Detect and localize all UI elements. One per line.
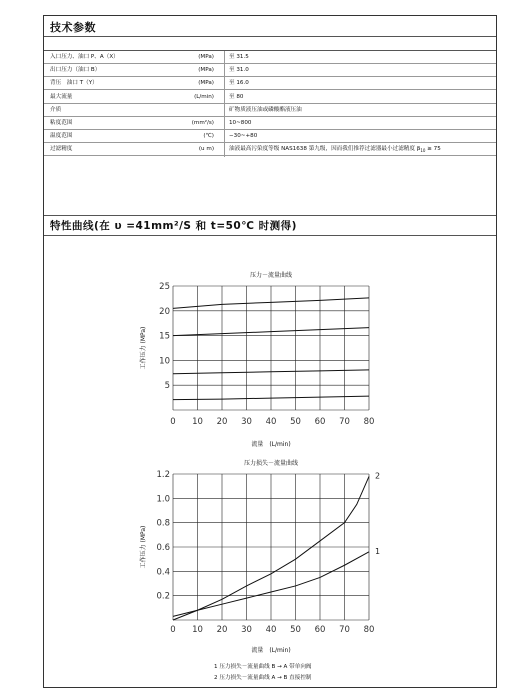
param-name: 出口压力（油口 B）	[50, 67, 101, 74]
x-axis-label: 流量 (L/min)	[251, 441, 291, 448]
param-row	[44, 91, 496, 104]
x-axis-label: 流量 (L/min)	[251, 647, 291, 654]
param-name: 入口压力、油口 P、A（X）	[50, 54, 119, 60]
param-unit: (L/min)	[194, 93, 214, 100]
beta-subscript: 10	[420, 148, 426, 154]
x-tick-label: 10	[192, 417, 203, 427]
x-tick-label: 60	[314, 417, 326, 427]
param-unit: (MPa)	[198, 80, 214, 87]
param-row	[44, 64, 496, 77]
y-tick-label: 0.2	[156, 591, 170, 602]
param-name: 介质	[50, 106, 62, 113]
param-value: 10~800	[229, 120, 252, 126]
x-tick-label: 50	[290, 625, 301, 635]
divider	[44, 235, 496, 236]
param-unit: (MPa)	[198, 54, 214, 60]
x-tick-label: 80	[363, 625, 375, 635]
curves-title: 特性曲线(在 υ =41mm²/S 和 t=50℃ 时测得)	[50, 220, 297, 232]
x-tick-label: 20	[216, 417, 228, 427]
series-label: 1	[375, 546, 381, 556]
x-tick-label: 50	[290, 417, 301, 427]
y-tick-label: 1.0	[156, 494, 170, 505]
param-table	[44, 51, 496, 157]
param-unit: (MPa)	[198, 67, 214, 74]
y-axis-label: 工作压力 (MPa)	[140, 525, 147, 569]
divider	[44, 36, 496, 37]
y-tick-label: 0.8	[156, 518, 170, 529]
y-tick-label: 0.6	[156, 543, 170, 553]
pressure-loss-chart	[129, 456, 389, 668]
chart-title: 压力损失－流量曲线	[243, 460, 299, 467]
x-tick-label: 70	[339, 625, 350, 635]
x-tick-label: 0	[170, 417, 176, 427]
param-value: 至 31.5	[229, 54, 249, 60]
y-tick-label: 25	[159, 282, 170, 292]
param-name: 粘度范围	[50, 120, 73, 126]
param-row	[44, 51, 496, 64]
y-tick-label: 5	[164, 381, 170, 392]
x-tick-label: 40	[265, 417, 277, 427]
param-row	[44, 117, 496, 130]
x-tick-label: 0	[170, 625, 176, 635]
param-value: 至 80	[229, 93, 244, 100]
param-value: 矿物质液压油或磷酸酯液压油	[229, 106, 302, 113]
param-row	[44, 104, 496, 117]
x-tick-label: 30	[241, 417, 252, 427]
param-row	[44, 130, 496, 143]
chart-title: 压力－流量曲线	[249, 272, 293, 279]
y-tick-label: 20	[159, 306, 170, 317]
pressure-flow-chart	[129, 248, 389, 463]
x-tick-label: 80	[363, 417, 375, 427]
param-name: 背压 油口 T（Y）	[50, 80, 98, 87]
param-name: 过滤精度	[50, 146, 73, 153]
y-tick-label: 1.2	[156, 470, 170, 480]
y-tick-label: 0.4	[156, 567, 170, 578]
x-tick-label: 70	[339, 417, 350, 427]
y-tick-label: 10	[159, 356, 170, 367]
param-unit: (mm²/s)	[191, 120, 214, 126]
series-label: 2	[375, 471, 381, 481]
param-row	[44, 143, 496, 156]
x-tick-label: 60	[314, 625, 326, 635]
param-unit: (℃)	[203, 133, 214, 140]
tech-params-title: 技术参数	[50, 21, 96, 34]
param-value: 至 16.0	[229, 80, 249, 87]
y-tick-label: 15	[159, 331, 170, 342]
legend-note-2: 2 压力损失－流量曲线 A → B 直接控制	[214, 675, 312, 681]
param-value: 油液最高污染度等级 NAS1638 第九级，因而我们推荐过滤器最小过滤精度 $\beta_{10} \ge 75$	[229, 146, 441, 154]
param-name: 温度范围	[50, 133, 73, 140]
param-row	[44, 77, 496, 90]
legend-note-1: 1 压力损失－流量曲线 B → A 带单向阀	[214, 664, 312, 670]
divider	[44, 215, 496, 216]
x-tick-label: 20	[216, 625, 228, 635]
legend-notes	[214, 662, 312, 684]
x-tick-label: 10	[192, 625, 203, 635]
param-value: −30~+80	[229, 133, 258, 140]
param-unit: (u m)	[198, 146, 214, 153]
param-value: 至 31.0	[229, 67, 249, 74]
y-axis-label: 工作压力 (MPa)	[140, 326, 147, 370]
param-name: 最大流量	[50, 93, 73, 100]
x-tick-label: 40	[265, 625, 277, 635]
spec-sheet	[43, 15, 497, 688]
x-tick-label: 30	[241, 625, 252, 635]
